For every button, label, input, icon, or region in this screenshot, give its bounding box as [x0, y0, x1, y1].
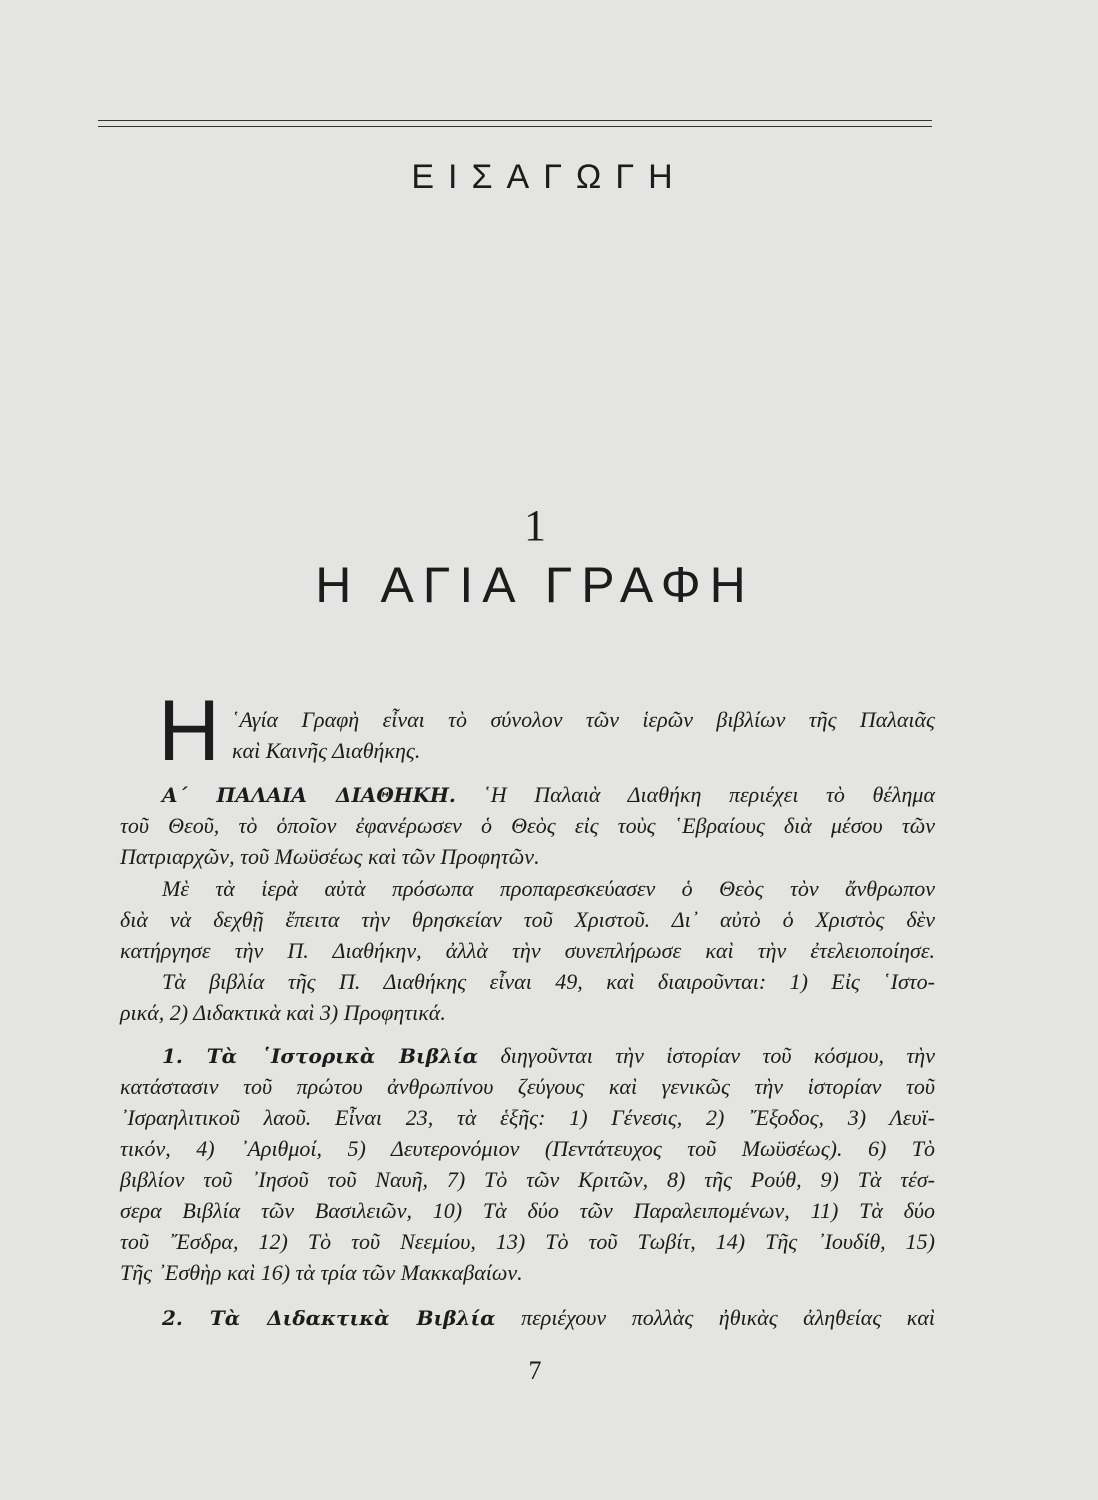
text-line: [120, 1103, 935, 1133]
text-run: περιέχουν πολλὰς ἠθικὰς ἀληθείας καὶ: [495, 1305, 935, 1330]
text-line: [120, 936, 935, 966]
bold-heading-text: 2. Τὰ Διδακτικὰ Βιβλία: [162, 1306, 496, 1330]
text-run: Πατριαρχῶν, τοῦ Μωϋσέως καὶ τῶν Προφητῶν.: [120, 844, 540, 869]
text-run: ῾Αγία Γραφὴ εἶναι τὸ σύνολον τῶν ἱερῶν βιβλίων τῆς Παλαιᾶς: [232, 707, 935, 732]
text-line: [120, 1196, 935, 1226]
chapter-title: Η ΑΓΙΑ ΓΡΑΦΗ: [315, 557, 755, 613]
text-line: [162, 1041, 935, 1071]
text-run: διηγοῦνται τὴν ἱστορίαν τοῦ κόσμου, τὴν: [478, 1043, 935, 1068]
section-title: ΕΙΣΑΓΩΓΗ: [411, 158, 687, 196]
text-run: κατάστασιν τοῦ πρώτου ἀνθρωπίνου ζεύγους καὶ γενικῶς τὴν ἱστορίαν τοῦ: [120, 1074, 935, 1099]
text-run: ρικά, 2) Διδακτικὰ καὶ 3) Προφητικά.: [120, 1000, 446, 1025]
text-line: [120, 998, 570, 1028]
header-rule-top: [98, 120, 932, 121]
text-line: [120, 905, 935, 935]
text-line: [120, 1258, 630, 1288]
text-run: Μὲ τὰ ἱερὰ αὐτὰ πρόσωπα προπαρεσκεύασεν ὁ Θεὸς τὸν ἄνθρωπον: [162, 876, 935, 901]
text-run: καὶ Καινῆς Διαθήκης.: [232, 738, 421, 763]
text-run: Τὰ βιβλία τῆς Π. Διαθήκης εἶναι 49, καὶ διαιροῦνται: 1) Εἰς ῾Ιστο-: [162, 969, 935, 994]
text-line: [232, 736, 432, 766]
text-run: Τῆς ᾽Εσθὴρ καὶ 16) τὰ τρία τῶν Μακκαβαίων.: [120, 1260, 523, 1285]
text-line: [162, 780, 935, 810]
text-line: [162, 967, 935, 997]
text-line: [162, 1303, 935, 1333]
text-run: τοῦ ῎Εσδρα, 12) Τὸ τοῦ Νεεμίου, 13) Τὸ τοῦ Τωβίτ, 14) Τῆς ᾽Ιουδίθ, 15): [120, 1229, 935, 1254]
text-line: [120, 1227, 935, 1257]
text-line: [120, 842, 550, 872]
header-rule-bottom: [98, 126, 932, 127]
text-run: τικόν, 4) ᾽Αριθμοί, 5) Δευτερονόμιον (Πεντάτευχος τοῦ Μωϋσέως). 6) Τὸ: [120, 1136, 935, 1161]
text-line: [162, 874, 935, 904]
text-run: διὰ νὰ δεχθῇ ἔπειτα τὴν θρησκείαν τοῦ Χριστοῦ. Δι᾽ αὐτὸ ὁ Χριστὸς δὲν: [120, 907, 935, 932]
chapter-number: 1: [524, 501, 546, 550]
text-run: σερα Βιβλία τῶν Βασιλειῶν, 10) Τὰ δύο τῶν Παραλειπομένων, 11) Τὰ δύο: [120, 1198, 935, 1223]
drop-cap: Η: [158, 683, 221, 779]
text-line: [120, 1072, 935, 1102]
text-line: [120, 1165, 935, 1195]
text-run: κατήργησε τὴν Π. Διαθήκην, ἀλλὰ τὴν συνεπλήρωσε καὶ τὴν ἐτελειοποίησε.: [120, 938, 935, 963]
bold-heading-text: 1. Τὰ ῾Ιστορικὰ Βιβλία: [162, 1044, 479, 1068]
text-run: ῾Η Παλαιὰ Διαθήκη περιέχει τὸ θέλημα: [455, 782, 935, 807]
text-line: [120, 1134, 935, 1164]
text-line: [232, 705, 935, 735]
page-number: 7: [528, 1356, 542, 1385]
bold-heading-text: Α΄ ΠΑΛΑΙΑ ΔΙΑΘΗΚΗ.: [162, 783, 456, 807]
text-run: βιβλίον τοῦ ᾽Ιησοῦ τοῦ Ναυῆ, 7) Τὸ τῶν Κριτῶν, 8) τῆς Ρούθ, 9) Τὰ τέσ-: [120, 1167, 935, 1192]
text-line: [120, 811, 935, 841]
text-run: ᾽Ισραηλιτικοῦ λαοῦ. Εἶναι 23, τὰ ἑξῆς: 1) Γένεσις, 2) ῎Εξοδος, 3) Λευϊ-: [120, 1105, 935, 1130]
text-run: τοῦ Θεοῦ, τὸ ὁποῖον ἐφανέρωσεν ὁ Θεὸς εἰς τοὺς ῾Εβραίους διὰ μέσου τῶν: [120, 813, 935, 838]
